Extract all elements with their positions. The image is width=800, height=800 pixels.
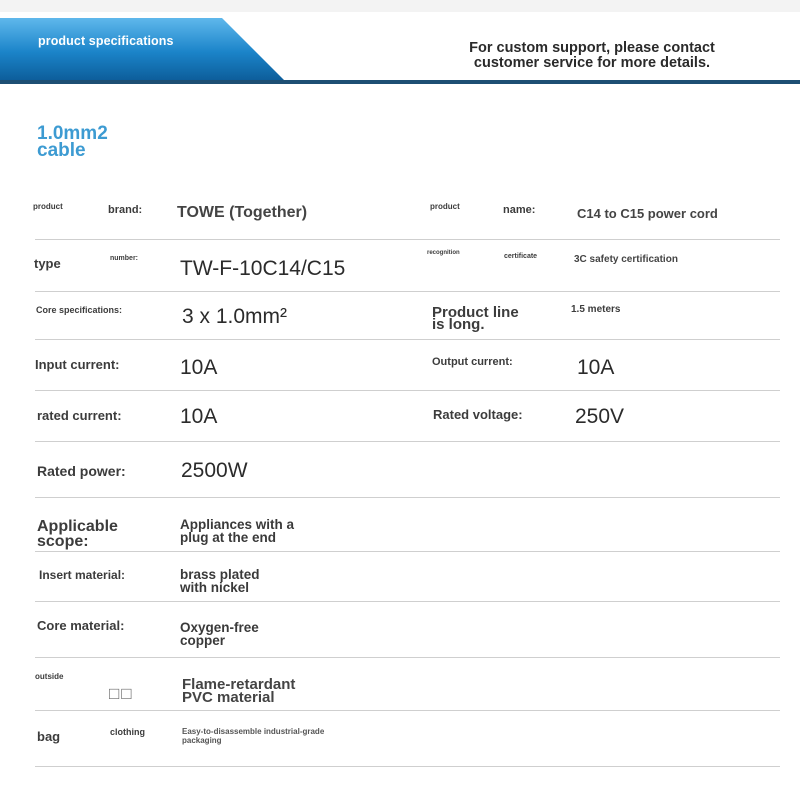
outside-material-value: Flame-retardant PVC material	[182, 676, 296, 706]
output-current-value: 10A	[577, 356, 615, 379]
brand-value: TOWE (Together)	[177, 204, 308, 221]
row-divider	[35, 339, 780, 340]
name-value: C14 to C15 power cord	[577, 206, 718, 221]
applicable-scope-label: Applicable scope:	[37, 518, 118, 550]
row-divider	[35, 390, 780, 391]
glyph-boxes: □□	[109, 684, 134, 703]
header-title: product specifications	[38, 34, 174, 48]
contact-notice: For custom support, please contact customer service for more details.	[469, 40, 715, 71]
cable-subtitle: 1.0mm2 cable	[37, 123, 108, 161]
core-spec-label: Core specifications:	[36, 305, 123, 315]
row-divider	[35, 497, 780, 498]
core-spec-value: 3 x 1.0mm²	[182, 305, 288, 328]
certificate-value: 3C safety certification	[574, 254, 678, 265]
number-label: number:	[110, 255, 138, 262]
clothing-label: clothing	[110, 727, 145, 737]
certificate-label: certificate	[504, 253, 538, 260]
outside-label: outside	[35, 672, 64, 681]
row-divider	[35, 239, 780, 240]
line-length-value: 1.5 meters	[571, 304, 621, 315]
product-label-2: product	[430, 202, 460, 211]
line-length-label: Product line is long.	[432, 304, 519, 333]
core-material-value: Oxygen-free copper	[180, 620, 259, 648]
type-label: type	[34, 256, 61, 271]
row-divider	[35, 441, 780, 442]
row-divider	[35, 601, 780, 602]
rated-current-label: rated current:	[37, 408, 122, 423]
rated-power-value: 2500W	[181, 459, 248, 482]
product-label: product	[33, 202, 63, 211]
top-strip	[0, 0, 800, 12]
row-divider	[35, 657, 780, 658]
insert-material-value: brass plated with nickel	[180, 567, 260, 595]
output-current-label: Output current:	[432, 356, 513, 368]
row-divider	[35, 291, 780, 292]
recognition-label: recognition	[427, 250, 460, 256]
row-divider	[35, 551, 780, 552]
bag-label: bag	[37, 729, 61, 744]
insert-material-label: Insert material:	[39, 568, 126, 582]
brand-label: brand:	[108, 204, 143, 216]
core-material-label: Core material:	[37, 618, 125, 633]
rated-current-value: 10A	[180, 405, 218, 428]
row-divider	[35, 710, 780, 711]
rated-power-label: Rated power:	[37, 463, 126, 479]
input-current-value: 10A	[180, 356, 218, 379]
row-divider	[35, 766, 780, 767]
rated-voltage-label: Rated voltage:	[433, 407, 523, 422]
rated-voltage-value: 250V	[575, 405, 625, 428]
name-label: name:	[503, 204, 536, 216]
packaging-value: Easy-to-disassemble industrial-grade packaging	[182, 727, 325, 745]
model-number-value: TW-F-10C14/C15	[180, 257, 346, 280]
input-current-label: Input current:	[35, 357, 120, 372]
applicable-scope-value: Appliances with a plug at the end	[180, 517, 295, 545]
